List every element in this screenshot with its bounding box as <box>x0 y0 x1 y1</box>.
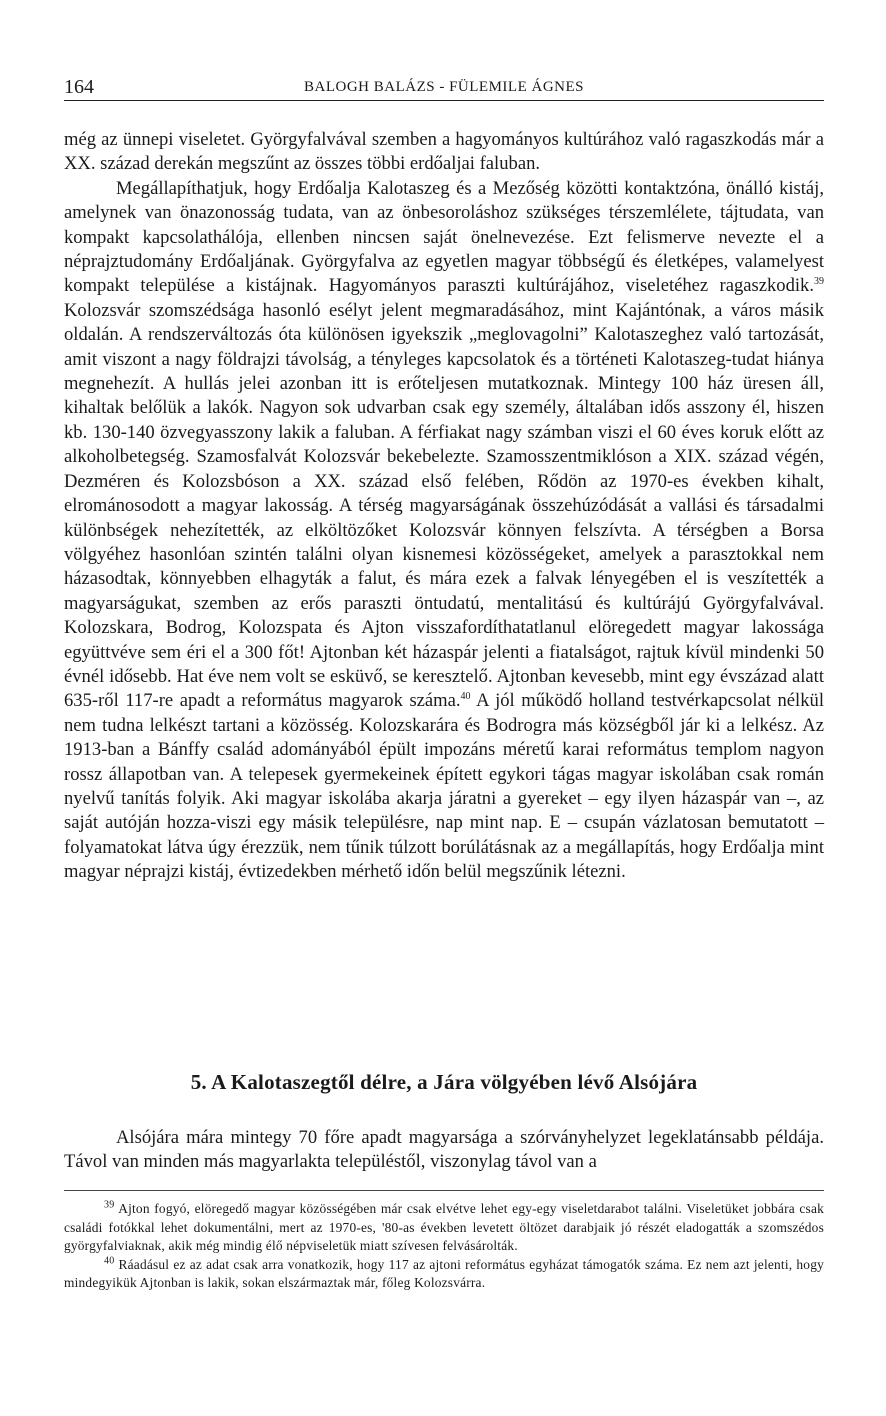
footnote-text: Ajton fogyó, elöregedő magyar közösségében már csak elvétve lehet egy-egy viseletdarabot találni. Viseletüket jobbára csak családi fotókkal lehet dokumentálni, mert az 1970-es, '80-as években levetett öltözet darabjaik jó részét eladogatták a szomszédos györgyfalviaknak, akik még mindig élő népviseletük miatt szívesen felvásárolták. <box>64 1201 825 1254</box>
footnote-40 <box>64 1256 824 1293</box>
page-header <box>64 76 824 101</box>
section-heading: 5. A Kalotaszegtől délre, a Jára völgyében lévő Alsójára <box>190 1070 698 1094</box>
page-number: 164 <box>64 76 94 98</box>
footnote-number: 39 <box>104 1199 115 1211</box>
paragraph <box>64 177 824 885</box>
main-text <box>64 128 824 885</box>
footnote-ref-39[interactable]: 39 <box>814 276 824 288</box>
paragraph: még az ünnepi viseletet. Györgyfalvával szemben a hagyományos kultúrához való ragaszkodás már a XX. század derekán megszűnt az összes többi erdőaljai faluban. <box>64 129 824 175</box>
footnote-39 <box>64 1200 824 1256</box>
running-head: BALOGH BALÁZS - FÜLEMILE ÁGNES <box>304 79 584 95</box>
paragraph-text: A jól működő holland testvérkapcsolat nélkül nem tudna lelkészt tartani a közösség. Kolozskarára és Bodrogra más községből jár ki a lelkész. Az 1913-ban a Bánffy család adományából épült impozáns méretű karai református templom nagyon rossz állapotban van. A telepesek gyermekeinek épített egykori tágas magyar iskolában csak román nyelvű tanítás folyik. Aki magyar iskolába akarja járatni a gyereket – egy ilyen házaspár van –, az saját autóján hozza-viszi egy másik településre, nap mint nap. E – csupán vázlatosan bemutatott – folyamatokat látva úgy érezzük, nem tűnik túlzott borúlátásnak az a megállapítás, hogy Erdőalja mint magyar néprajzi kistáj, évtizedekben mérhető időn belül megszűnik létezni. <box>64 690 824 883</box>
footnote-divider <box>64 1190 824 1191</box>
footnotes <box>64 1200 824 1293</box>
footnote-text: Ráadásul ez az adat csak arra vonatkozik, hogy 117 az ajtoni református egyházat támogatók száma. Ez nem azt jelenti, hogy mindegyikük Ajtonban is lakik, sokan elszármaztak már, főleg Kolozsvárra. <box>64 1256 824 1291</box>
footnote-number: 40 <box>104 1255 115 1267</box>
section-text <box>64 1126 824 1175</box>
paragraph-text: Megállapíthatjuk, hogy Erdőalja Kalotaszeg és a Mezőség közötti kontaktzóna, önálló kistáj, amelynek van önazonosság tudata, van az önbesoroláshoz szükséges térszemlélete, tájtudata, van kompakt kapcsolathálója, ellenben nincsen saját önelnevezése. Ezt felismerve nevezte el a néprajztudomány Erdőaljának. Györgyfalva az egyetlen magyar többségű és életképes, valamelyest kompakt települése a kistájnak. Hagyományos paraszti kultúrájához, viseletéhez ragaszkodik. <box>64 177 824 297</box>
paragraph-text: Kolozsvár szomszédsága hasonló esélyt jelent megmaradásához, mint Kajántónak, a város másik oldalán. A rendszerváltozás óta különösen igyekszik „meglovagolni” Kalotaszeghez való tartozását, amit viszont a nagy földrajzi távolság, a tényleges kapcsolatok és a történeti Kalotaszeg-tudat hiánya megnehezít. A hullás jelei azonban itt is erőteljesen mutatkoznak. Mintegy 100 ház üresen áll, kihaltak belőlük a lakók. Nagyon sok udvarban csak egy személy, általában idős asszony él, hiszen kb. 130-140 özvegyasszony lakik a faluban. A férfiakat nagy számban viszi el 60 éves koruk előtt az alkoholbetegség. Szamosfalvát Kolozsvár bekebelezte. Szamosszentmiklóson a XIX. század végén, Dezméren és Kolozsbóson a XX. század első felében, Rődön az 1970-es években kihalt, elrománosodott a magyar lakosság. A térség magyarságának összehúzódását a vallási és társadalmi különbségek nehezítették, az elköltözőket Kolozsvár könnyen felszívta. A térségben a Borsa völgyéhez hasonlóan szintén találni olyan kisnemesi közösségeket, amelyek a parasztokkal nem házasodtak, könnyebben elhagyták a falut, és mára ezek a falvak lényegében el is veszítették a magyarságukat, szemben az erős paraszti öntudatú, mentalitású és kultúrájú Györgyfalvával. Kolozskara, Bodrog, Kolozspata és Ajton visszafordíthatatlanul elöregedett magyar lakossága együttvéve sem éri el a 300 főt! Ajtonban két házaspár jelenti a fiatalságot, rajtuk kívül mindenki 50 évnél idősebb. Hat éve nem volt se esküvő, se keresztelő. Ajtonban kevesebb, mint egy évszázad alatt 635-ről 117-re apadt a református magyarok száma. <box>64 299 824 712</box>
paragraph: Alsójára mára mintegy 70 főre apadt magyarsága a szórványhelyzet legeklatánsabb példája. Távol van minden más magyarlakta településtől, viszonylag távol van a <box>64 1127 824 1173</box>
footnote-ref-40[interactable]: 40 <box>460 691 471 703</box>
